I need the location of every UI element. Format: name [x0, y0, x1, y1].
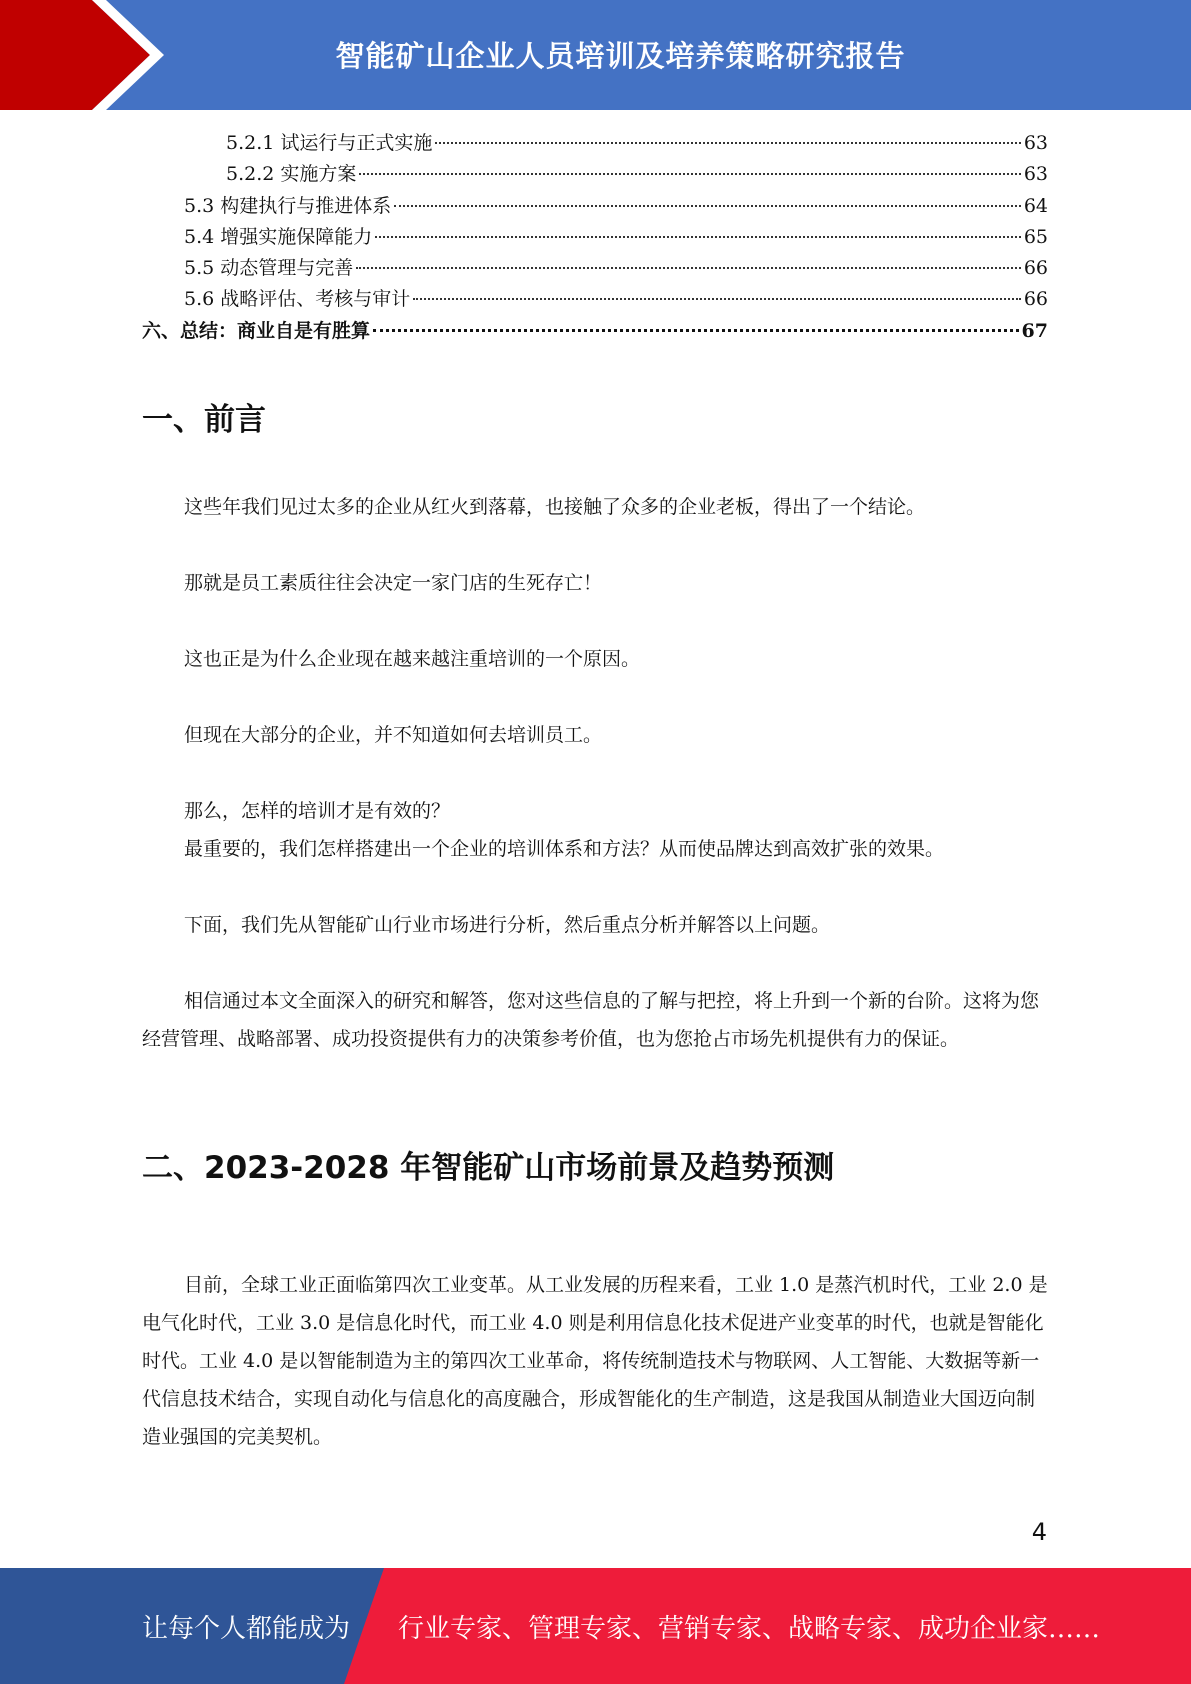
toc-entry-page: 67	[1021, 319, 1048, 342]
toc-leader-dots	[373, 329, 1019, 332]
toc-entry-page: 64	[1023, 194, 1048, 217]
paragraph: 但现在大部分的企业，并不知道如何去培训员工。	[184, 724, 603, 746]
toc-leader-dots	[356, 267, 1021, 269]
toc-entry-label: 5.5 动态管理与完善	[184, 257, 354, 280]
toc-entry-page: 65	[1023, 225, 1048, 248]
toc-entry[interactable]	[142, 284, 1048, 315]
paragraph: 这些年我们见过太多的企业从红火到落幕，也接触了众多的企业老板，得出了一个结论。	[184, 496, 926, 518]
toc-entry-label: 5.4 增强实施保障能力	[184, 225, 373, 248]
toc-entry[interactable]	[142, 159, 1048, 190]
section-heading-market-outlook: 二、2023-2028 年智能矿山市场前景及趋势预测	[142, 1150, 835, 1186]
paragraph: 下面，我们先从智能矿山行业市场进行分析，然后重点分析并解答以上问题。	[184, 914, 831, 936]
toc-entry-label: 5.2.1 试运行与正式实施	[226, 132, 433, 154]
toc-entry-page: 63	[1023, 132, 1048, 154]
toc-entry[interactable]	[142, 253, 1048, 284]
paragraph: 那么，怎样的培训才是有效的？	[184, 800, 451, 822]
toc-entry-label: 5.3 构建执行与推进体系	[184, 194, 392, 217]
toc-leader-dots	[359, 173, 1020, 175]
header-banner	[0, 0, 1191, 110]
paragraph: 这也正是为什么企业现在越来越注重培训的一个原因。	[184, 648, 641, 670]
footer-slogan-right: 行业专家、管理专家、营销专家、战略专家、成功企业家……	[398, 1614, 1101, 1644]
page-number: 4	[1031, 1518, 1047, 1546]
paragraph: 相信通过本文全面深入的研究和解答，您对这些信息的了解与把控，将上升到一个新的台阶。这将为您经营管理、战略部署、成功投资提供有力的决策参考价值，也为您抢占市场先机提供有力的保证。	[142, 990, 1040, 1050]
toc-entry[interactable]	[142, 191, 1048, 222]
toc-entry-page: 63	[1023, 163, 1048, 186]
toc-entry-page: 66	[1023, 257, 1048, 280]
report-title: 智能矿山企业人员培训及培养策略研究报告	[335, 39, 906, 73]
section-heading-preface: 一、前言	[142, 402, 266, 438]
paragraph: 那就是员工素质往往会决定一家门店的生死存亡！	[184, 572, 603, 594]
table-of-contents	[142, 128, 1048, 347]
toc-leader-dots	[413, 298, 1021, 300]
toc-entry[interactable]	[142, 128, 1048, 159]
paragraph: 最重要的，我们怎样搭建出一个企业的培训体系和方法？从而使品牌达到高效扩张的效果。	[184, 838, 945, 860]
toc-leader-dots	[394, 205, 1021, 207]
footer-banner	[0, 1568, 1191, 1684]
footer-slogan-left: 让每个人都能成为	[142, 1614, 351, 1644]
toc-entry-label: 5.2.2 实施方案	[226, 163, 357, 186]
toc-entry-label: 六、总结：商业自是有胜算	[142, 319, 371, 342]
toc-entry[interactable]	[142, 222, 1048, 253]
toc-entry-page: 66	[1023, 288, 1048, 311]
toc-entry-label: 5.6 战略评估、考核与审计	[184, 288, 411, 311]
toc-leader-dots	[375, 236, 1021, 238]
toc-leader-dots	[435, 142, 1020, 144]
toc-entry[interactable]	[142, 316, 1048, 347]
paragraph: 目前，全球工业正面临第四次工业变革。从工业发展的历程来看，工业 1.0 是蒸汽机时代，工业 2.0 是电气化时代，工业 3.0 是信息化时代，而工业 4.0 则是利用信息化技术促进产业变革的时代，也就是智能化时代。工业 4.0 是以智能制造为主的第四次工业革命，将传统制造技术与物联网、人工智能、大数据等新一代信息技术结合，实现自动化与信息化的高度融合，形成智能化的生产制造，这是我国从制造业大国迈向制造业强国的完美契机。	[142, 1274, 1048, 1448]
